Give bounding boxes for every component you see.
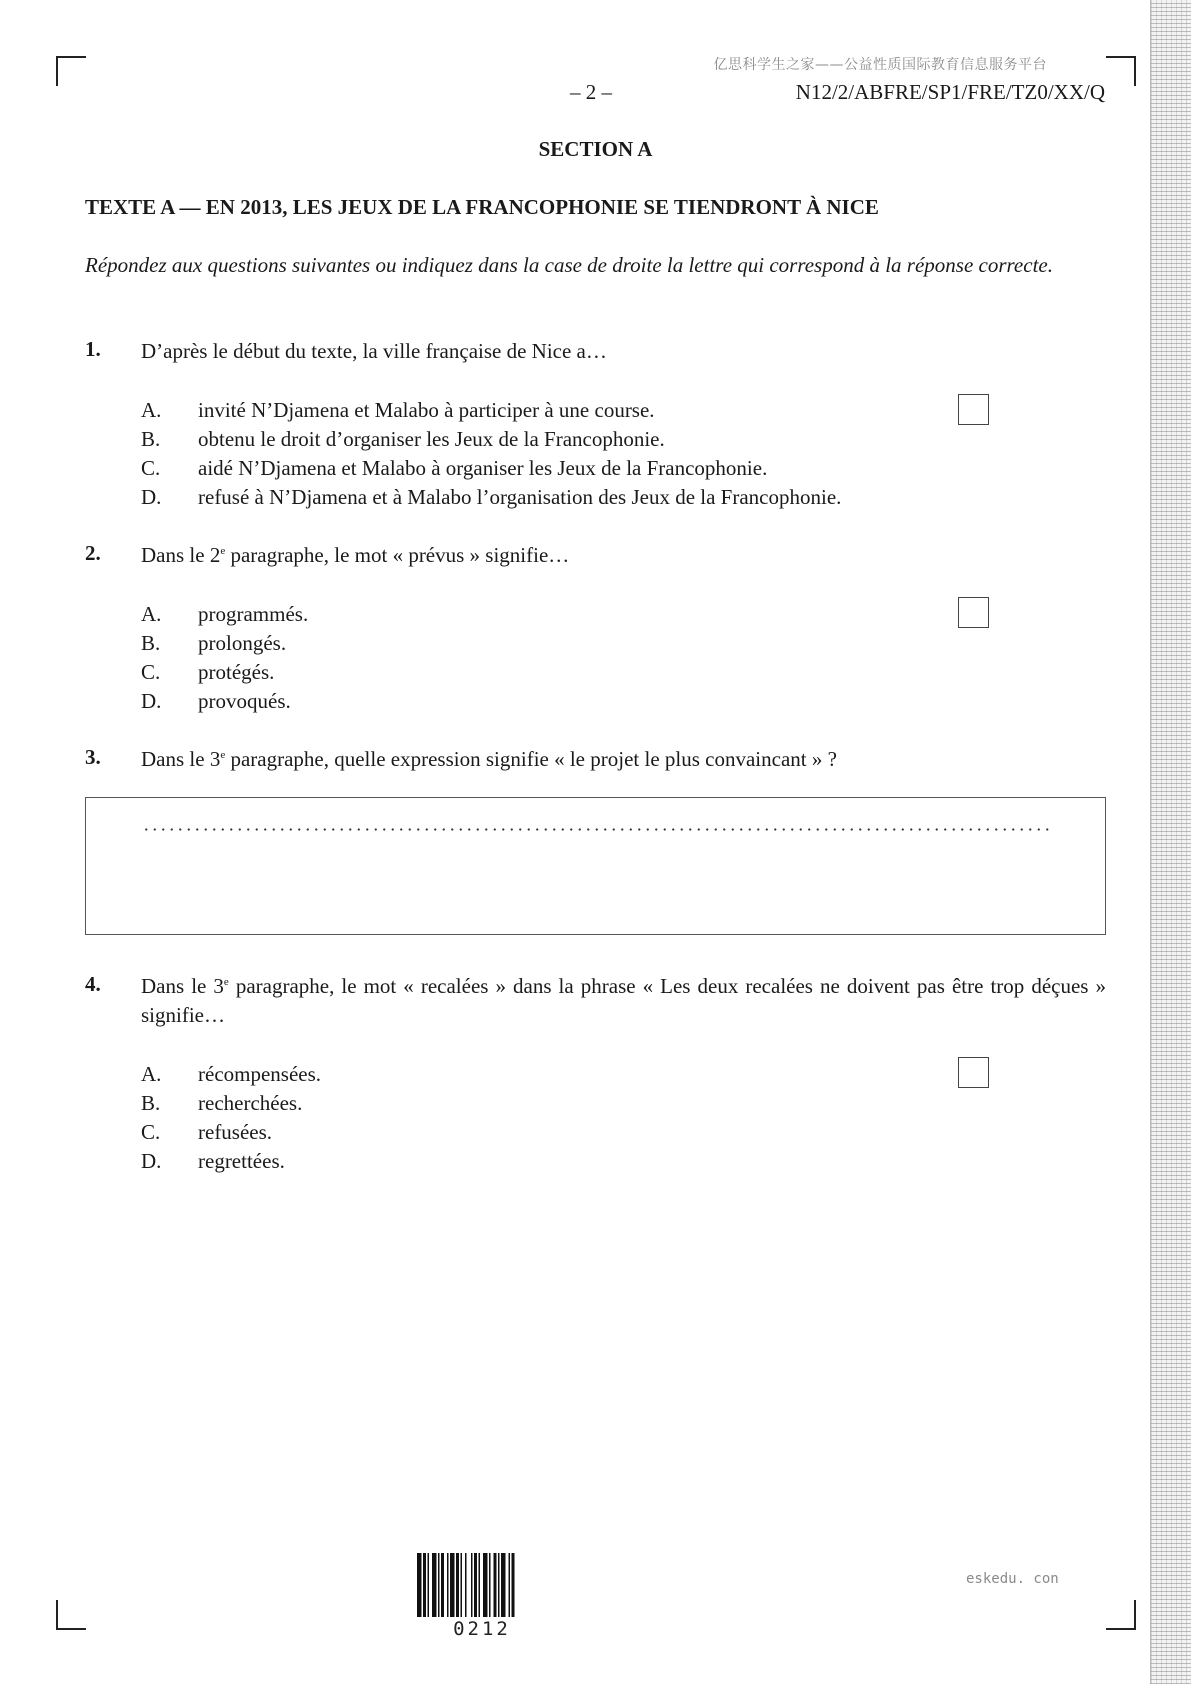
option-text: refusées. <box>198 1120 273 1144</box>
question-4-text-end: paragraphe, le mot « recalées » dans la phrase « Les deux recalées ne doivent pas être trop déçues » signifie… <box>141 974 1106 1027</box>
question-4-text <box>141 972 1106 1030</box>
crop-mark-bottom-left <box>56 1600 86 1630</box>
crop-mark-top-right <box>1106 56 1136 86</box>
option-letter: C. <box>141 660 161 684</box>
crop-mark-bottom-right <box>1106 1600 1136 1630</box>
option-letter: C. <box>141 1120 161 1144</box>
barcode-bar <box>489 1553 491 1617</box>
option-letter: A. <box>141 602 162 626</box>
barcode-bar <box>461 1553 463 1617</box>
question-3-text-end: paragraphe, quelle expression signifie « le projet le plus convaincant » ? <box>225 747 837 771</box>
barcode-bar <box>423 1553 426 1617</box>
crop-mark-top-left <box>56 56 86 86</box>
question-2-number: 2. <box>85 541 101 565</box>
option-letter: A. <box>141 398 162 422</box>
question-3-text <box>141 745 1106 774</box>
barcode-bar <box>471 1553 473 1617</box>
question-3-number: 3. <box>85 745 101 769</box>
option-letter: B. <box>141 427 161 451</box>
question-1-number: 1. <box>85 337 101 361</box>
option-text: provoqués. <box>198 689 291 713</box>
option-letter: B. <box>141 1091 161 1115</box>
question-1-answer-box[interactable] <box>958 394 989 425</box>
barcode-bar <box>512 1553 515 1617</box>
option-text: prolongés. <box>198 631 287 655</box>
question-2-text <box>141 541 1106 570</box>
barcode-bar <box>501 1553 506 1617</box>
superscript: e <box>220 749 226 761</box>
option-letter: B. <box>141 631 161 655</box>
barcode-number: 0212 <box>453 1618 511 1640</box>
option-letter: C. <box>141 456 161 480</box>
option-text: protégés. <box>198 660 275 684</box>
barcode-bar <box>447 1553 449 1617</box>
barcode-bar <box>494 1553 497 1617</box>
barcode-bar <box>441 1553 444 1617</box>
question-4-number: 4. <box>85 972 101 996</box>
barcode <box>417 1553 547 1640</box>
question-3-answer-area[interactable] <box>85 797 1106 935</box>
option-text: aidé N’Djamena et Malabo à organiser les Jeux de la Francophonie. <box>198 456 768 480</box>
barcode-bar <box>465 1553 467 1617</box>
question-2-answer-box[interactable] <box>958 597 989 628</box>
barcode-bar <box>450 1553 455 1617</box>
superscript: e <box>223 976 229 988</box>
barcode-bar <box>509 1553 511 1617</box>
question-4-answer-box[interactable] <box>958 1057 989 1088</box>
option-letter: D. <box>141 689 162 713</box>
barcode-bar <box>417 1553 422 1617</box>
question-3-text-start: Dans le 3 <box>141 747 221 771</box>
question-4-text-start: Dans le 3 <box>141 974 224 998</box>
question-1-text: D’après le début du texte, la ville française de Nice a… <box>141 339 607 363</box>
barcode-bar <box>498 1553 500 1617</box>
option-letter: D. <box>141 485 162 509</box>
option-text: récompensées. <box>198 1062 322 1086</box>
watermark-top: 亿思科学生之家——公益性质国际教育信息服务平台 <box>713 57 1047 73</box>
superscript: e <box>220 545 226 557</box>
question-2-text-start: Dans le 2 <box>141 543 221 567</box>
option-text: recherchées. <box>198 1091 303 1115</box>
option-text: refusé à N’Djamena et à Malabo l’organisation des Jeux de la Francophonie. <box>198 485 842 509</box>
dotted-answer-line <box>142 828 1054 831</box>
barcode-icon <box>417 1553 547 1617</box>
watermark-bottom: eskedu. con <box>966 1571 1059 1587</box>
barcode-bar <box>483 1553 488 1617</box>
barcode-bar <box>428 1553 430 1617</box>
instructions: Répondez aux questions suivantes ou indiquez dans la case de droite la lettre qui correspond à la réponse correcte. <box>85 253 1053 277</box>
barcode-bar <box>474 1553 477 1617</box>
page-number: – 2 – <box>570 80 612 104</box>
barcode-bar <box>479 1553 481 1617</box>
section-title: SECTION A <box>538 137 653 161</box>
option-text: regrettées. <box>198 1149 285 1173</box>
barcode-bar <box>456 1553 459 1617</box>
option-text: obtenu le droit d’organiser les Jeux de la Francophonie. <box>198 427 665 451</box>
barcode-bar <box>438 1553 440 1617</box>
option-letter: D. <box>141 1149 162 1173</box>
text-title: TEXTE A — EN 2013, LES JEUX DE LA FRANCOPHONIE SE TIENDRONT À NICE <box>85 195 879 219</box>
option-text: programmés. <box>198 602 309 626</box>
question-2-text-end: paragraphe, le mot « prévus » signifie… <box>225 543 570 567</box>
side-hatched-strip <box>1150 0 1191 1684</box>
document-code: N12/2/ABFRE/SP1/FRE/TZ0/XX/Q <box>795 80 1105 104</box>
option-text: invité N’Djamena et Malabo à participer à une course. <box>198 398 655 422</box>
option-letter: A. <box>141 1062 162 1086</box>
barcode-bar <box>432 1553 437 1617</box>
